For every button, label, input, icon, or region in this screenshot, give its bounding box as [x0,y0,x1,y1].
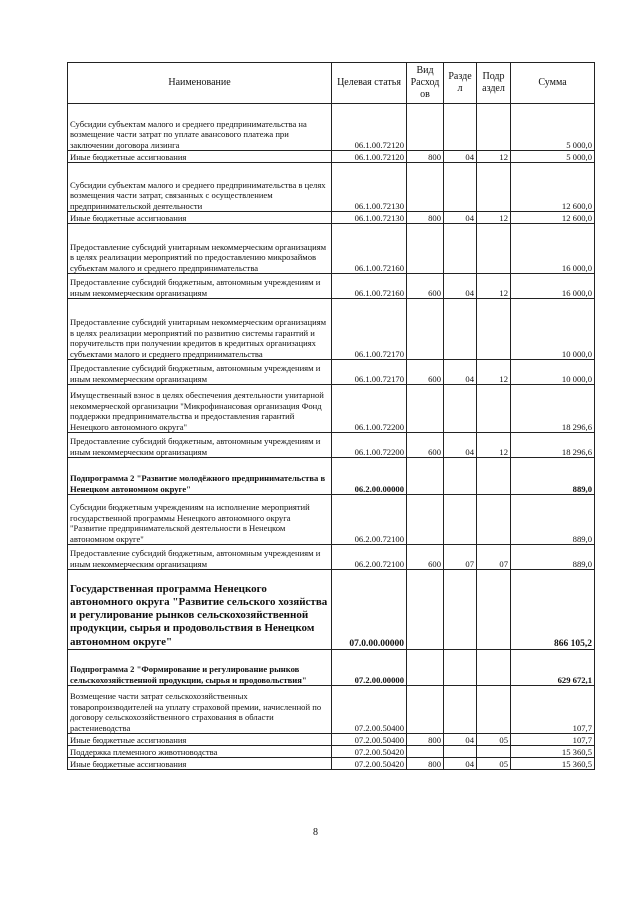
row-sum: 107,7 [511,734,595,746]
row-sum: 889,0 [511,545,595,570]
table-row [68,758,595,770]
row-sum: 16 000,0 [511,224,595,274]
row-target-article: 07.2.00.50420 [332,746,407,758]
table-row [68,734,595,746]
table-row [68,458,595,495]
table-row [68,224,595,274]
row-subsection: 05 [477,734,511,746]
row-target-article: 06.2.00.00000 [332,458,407,495]
header-section: Разде л [444,63,477,104]
row-sum: 107,7 [511,686,595,734]
row-subsection [477,650,511,686]
row-name: Иные бюджетные ассигнования [68,212,332,224]
row-target-article: 07.2.00.50400 [332,686,407,734]
table-row [68,495,595,545]
table-row [68,360,595,385]
row-expense-type [407,686,444,734]
row-target-article: 06.2.00.72100 [332,545,407,570]
row-section [444,495,477,545]
row-section [444,104,477,151]
row-name: Предоставление субсидий унитарным некоммерческим организациям в целях реализации мероприятий по предоставлению микрозаймов субъектам малого и среднего предпринимательства [68,224,332,274]
row-target-article: 06.1.00.72170 [332,360,407,385]
row-name: Предоставление субсидий бюджетным, автономным учреждениям и иным некоммерческим организациям [68,274,332,299]
row-subsection [477,163,511,212]
row-subsection: 07 [477,545,511,570]
row-name: Иные бюджетные ассигнования [68,151,332,163]
table-row [68,274,595,299]
row-sum: 889,0 [511,495,595,545]
row-expense-type: 800 [407,734,444,746]
table-row [68,686,595,734]
row-expense-type: 600 [407,360,444,385]
row-name: Возмещение части затрат сельскохозяйственных товаропроизводителей на уплату страховой премии, начисленной по договору сельскохозяйственного страхования в области растениеводства [68,686,332,734]
header-sum: Сумма [511,63,595,104]
row-subsection [477,385,511,433]
table-row [68,433,595,458]
table-row [68,104,595,151]
header-row [68,63,595,104]
row-name: Предоставление субсидий бюджетным, автономным учреждениям и иным некоммерческим организациям [68,545,332,570]
row-section [444,746,477,758]
row-section: 04 [444,212,477,224]
row-name: Подпрограмма 2 "Формирование и регулирование рынков сельскохозяйственной продукции, сырья и продовольствия" [68,650,332,686]
table-row [68,570,595,650]
row-expense-type: 800 [407,151,444,163]
row-sum: 10 000,0 [511,299,595,360]
row-sum: 10 000,0 [511,360,595,385]
row-section [444,686,477,734]
row-target-article: 06.1.00.72130 [332,212,407,224]
table-row [68,163,595,212]
header-target-article: Целевая статья [332,63,407,104]
row-section [444,458,477,495]
row-section [444,163,477,212]
row-expense-type [407,570,444,650]
row-subsection: 12 [477,433,511,458]
row-target-article: 07.0.00.00000 [332,570,407,650]
table-row [68,650,595,686]
row-subsection: 05 [477,758,511,770]
row-subsection [477,686,511,734]
row-target-article: 07.2.00.50420 [332,758,407,770]
row-name: Подпрограмма 2 "Развитие молодёжного предпринимательства в Ненецком автономном округе" [68,458,332,495]
row-expense-type: 600 [407,545,444,570]
row-name: Иные бюджетные ассигнования [68,734,332,746]
row-subsection: 12 [477,360,511,385]
row-target-article: 07.2.00.50400 [332,734,407,746]
table-row [68,385,595,433]
row-section: 04 [444,151,477,163]
table-row [68,299,595,360]
row-name: Имущественный взнос в целях обеспечения деятельности унитарной некоммерческой организации "Микрофинансовая организация Фонд поддержки предпринимательства и предоставления гарантий Ненецкого автономного округа" [68,385,332,433]
row-sum: 866 105,2 [511,570,595,650]
row-section [444,650,477,686]
row-sum: 629 672,1 [511,650,595,686]
row-expense-type [407,746,444,758]
row-subsection [477,299,511,360]
header-name: Наименование [68,63,332,104]
row-name: Поддержка племенного животноводства [68,746,332,758]
row-expense-type [407,224,444,274]
row-sum: 18 296,6 [511,433,595,458]
row-target-article: 06.1.00.72160 [332,224,407,274]
page-number: 8 [313,827,318,838]
row-sum: 889,0 [511,458,595,495]
row-section [444,570,477,650]
row-subsection [477,570,511,650]
row-subsection [477,746,511,758]
row-subsection: 12 [477,274,511,299]
row-section [444,299,477,360]
table-row [68,746,595,758]
row-name: Субсидии субъектам малого и среднего предпринимательства в целях возмещения части затрат, связанных с осуществлением предпринимательской деятельности [68,163,332,212]
row-sum: 18 296,6 [511,385,595,433]
row-target-article: 06.1.00.72130 [332,163,407,212]
row-name: Государственная программа Ненецкого автономного округа "Развитие сельского хозяйства и регулирование рынков сельскохозяйственной продукции, сырья и продовольствия в Ненецком автономном округе" [68,570,332,650]
row-section: 07 [444,545,477,570]
header-subsection: Подр аздел [477,63,511,104]
row-sum: 12 600,0 [511,163,595,212]
table-row [68,212,595,224]
row-subsection [477,458,511,495]
row-sum: 12 600,0 [511,212,595,224]
row-expense-type: 600 [407,274,444,299]
row-target-article: 06.2.00.72100 [332,495,407,545]
row-section: 04 [444,360,477,385]
row-expense-type [407,495,444,545]
row-expense-type [407,385,444,433]
row-expense-type [407,299,444,360]
row-name: Иные бюджетные ассигнования [68,758,332,770]
row-name: Субсидии субъектам малого и среднего предпринимательства на возмещение части затрат по уплате авансового платежа при заключении договора лизинга [68,104,332,151]
row-expense-type [407,458,444,495]
row-subsection [477,495,511,545]
row-section: 04 [444,433,477,458]
row-sum: 16 000,0 [511,274,595,299]
row-target-article: 06.1.00.72170 [332,299,407,360]
row-name: Предоставление субсидий унитарным некоммерческим организациям в целях реализации мероприятий по развитию системы гарантий и поручительств при получении кредитов в кредитных организациях субъектами малого и среднего предпринимательства [68,299,332,360]
row-subsection [477,104,511,151]
row-expense-type [407,650,444,686]
row-expense-type [407,104,444,151]
row-name: Предоставление субсидий бюджетным, автономным учреждениям и иным некоммерческим организациям [68,360,332,385]
row-expense-type: 800 [407,758,444,770]
row-target-article: 06.1.00.72200 [332,433,407,458]
row-sum: 5 000,0 [511,104,595,151]
row-subsection: 12 [477,212,511,224]
row-name: Субсидии бюджетным учреждениям на исполнение мероприятий государственной программы Ненецкого автономного округа "Развитие предпринимательской деятельности в Ненецком автономном округе" [68,495,332,545]
row-sum: 15 360,5 [511,758,595,770]
row-expense-type: 600 [407,433,444,458]
row-expense-type: 800 [407,212,444,224]
row-subsection [477,224,511,274]
row-target-article: 06.1.00.72120 [332,104,407,151]
row-sum: 15 360,5 [511,746,595,758]
table-row [68,151,595,163]
budget-table [67,62,595,770]
row-section: 04 [444,734,477,746]
row-section: 04 [444,274,477,299]
row-expense-type [407,163,444,212]
row-target-article: 07.2.00.00000 [332,650,407,686]
row-section [444,385,477,433]
row-target-article: 06.1.00.72160 [332,274,407,299]
row-section [444,224,477,274]
row-sum: 5 000,0 [511,151,595,163]
row-section: 04 [444,758,477,770]
row-target-article: 06.1.00.72120 [332,151,407,163]
row-subsection: 12 [477,151,511,163]
row-target-article: 06.1.00.72200 [332,385,407,433]
table-row [68,545,595,570]
header-expense-type: Вид Расход ов [407,63,444,104]
row-name: Предоставление субсидий бюджетным, автономным учреждениям и иным некоммерческим организациям [68,433,332,458]
